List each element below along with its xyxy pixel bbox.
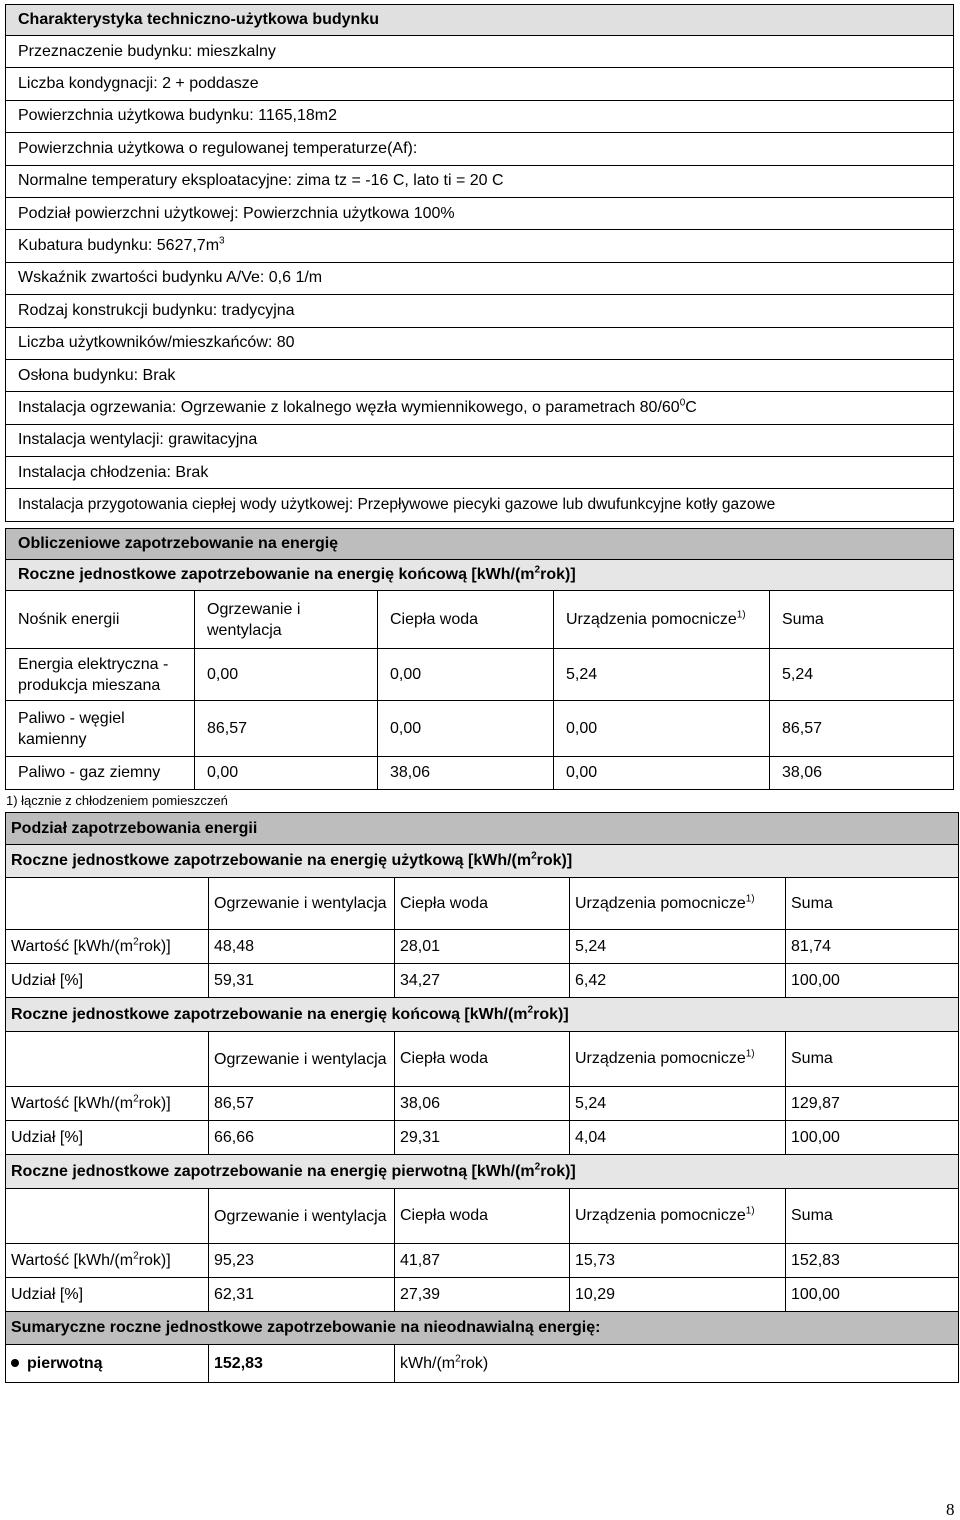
table-cell: 0,00 <box>554 757 770 790</box>
carrier-name: Energia elektryczna - produkcja mieszana <box>6 649 195 701</box>
table-cell: 100,00 <box>786 964 959 998</box>
col-header: Suma <box>770 591 954 649</box>
char-row: Instalacja chłodzenia: Brak <box>6 457 954 489</box>
section-title: Roczne jednostkowe zapotrzebowanie na energię użytkową $[kWh/(m^2rok)]$ <box>6 845 959 878</box>
table-cell <box>6 878 209 930</box>
col-header: Urządzenia pomocnicze$^{1)}$ <box>570 878 786 930</box>
table-cell: 0,00 <box>195 649 378 701</box>
row-label: Wartość $[kWh/(m^2rok)]$ <box>6 930 209 964</box>
col-header: Ogrzewanie i wentylacja <box>209 1189 395 1244</box>
char-row: Powierzchnia użytkowa o regulowanej temperaturze(Af): <box>6 133 954 165</box>
table-cell: 66,66 <box>209 1121 395 1155</box>
table-cell: 27,39 <box>395 1278 570 1312</box>
table-cell: 5,24 <box>554 649 770 701</box>
char-row: Liczba kondygnacji: 2 + poddasze <box>6 68 954 100</box>
section-title: Roczne jednostkowe zapotrzebowanie na energię pierwotną $[kWh/(m^2rok)]$ <box>6 1155 959 1189</box>
summary-label: pierwotną <box>6 1345 209 1383</box>
summary-title: Sumaryczne roczne jednostkowe zapotrzebowanie na nieodnawialną energię: <box>6 1312 959 1345</box>
carrier-name: Paliwo - węgiel kamienny <box>6 701 195 757</box>
char-row: Podział powierzchni użytkowej: Powierzchnia użytkowa 100% <box>6 197 954 229</box>
carrier-name: Paliwo - gaz ziemny <box>6 757 195 790</box>
table-cell: 38,06 <box>378 757 554 790</box>
col-header: Urządzenia pomocnicze$^{1)}$ <box>570 1032 786 1087</box>
char-row: Wskaźnik zwartości budynku A/Ve: 0,6 1/m <box>6 262 954 294</box>
col-header: Suma <box>786 878 959 930</box>
table-cell: 152,83 <box>786 1244 959 1278</box>
col-header: Urządzenia pomocnicze$^{1)}$ <box>554 591 770 649</box>
col-header: Ogrzewanie i wentylacja <box>209 1032 395 1087</box>
col-header: Ciepła woda <box>395 1032 570 1087</box>
table-cell: 15,73 <box>570 1244 786 1278</box>
table-cell: 100,00 <box>786 1278 959 1312</box>
table-cell: 4,04 <box>570 1121 786 1155</box>
col-header: Suma <box>786 1032 959 1087</box>
col-header: Nośnik energii <box>6 591 195 649</box>
calc-final-title: Roczne jednostkowe zapotrzebowanie na energię końcową $[kWh/(m^2rok)]$ <box>6 560 954 591</box>
page-number: 8 <box>946 1500 955 1519</box>
row-label: Wartość $[kWh/(m^2rok)]$ <box>6 1087 209 1121</box>
table-cell: 0,00 <box>554 701 770 757</box>
calc-title: Obliczeniowe zapotrzebowanie na energię <box>6 529 954 560</box>
col-header: Ciepła woda <box>395 1189 570 1244</box>
split-title: Podział zapotrzebowania energii <box>6 813 959 845</box>
table-cell: 129,87 <box>786 1087 959 1121</box>
table-cell: 86,57 <box>195 701 378 757</box>
table-cell: 0,00 <box>195 757 378 790</box>
table-cell: 38,06 <box>395 1087 570 1121</box>
table-cell: 28,01 <box>395 930 570 964</box>
table-cell: 59,31 <box>209 964 395 998</box>
row-label: Udział [%] <box>6 964 209 998</box>
table-cell: 41,87 <box>395 1244 570 1278</box>
char-row: Instalacja ogrzewania: Ogrzewanie z lokalnego węzła wymiennikowego, o parametrach $80/60^0C$ <box>6 392 954 424</box>
row-label: Udział [%] <box>6 1121 209 1155</box>
section-title: Roczne jednostkowe zapotrzebowanie na energię końcową $[kWh/(m^2rok)]$ <box>6 998 959 1032</box>
table-cell: 95,23 <box>209 1244 395 1278</box>
table-cell: 38,06 <box>770 757 954 790</box>
col-header: Urządzenia pomocnicze$^{1)}$ <box>570 1189 786 1244</box>
col-header: Ciepła woda <box>395 878 570 930</box>
table-cell: 0,00 <box>378 701 554 757</box>
table-cell: 5,24 <box>570 930 786 964</box>
summary-value: 152,83 <box>209 1345 395 1383</box>
table-cell: 10,29 <box>570 1278 786 1312</box>
char-row: Osłona budynku: Brak <box>6 359 954 391</box>
characteristics-table <box>5 4 954 522</box>
table-cell: 100,00 <box>786 1121 959 1155</box>
char-row: Kubatura budynku: $5627,7m^3$ <box>6 230 954 262</box>
demand-split-table <box>5 812 959 1383</box>
table-cell: 6,42 <box>570 964 786 998</box>
table-cell: 5,24 <box>770 649 954 701</box>
char-row: Instalacja wentylacji: grawitacyjna <box>6 424 954 456</box>
table-cell: 62,31 <box>209 1278 395 1312</box>
char-row: Rodzaj konstrukcji budynku: tradycyjna <box>6 295 954 327</box>
table-cell: 86,57 <box>770 701 954 757</box>
table-cell: 81,74 <box>786 930 959 964</box>
summary-unit: kWh/$(m^2rok)$ <box>395 1345 959 1383</box>
footnote: 1) łącznie z chłodzeniem pomieszczeń <box>6 793 228 808</box>
final-energy-by-carrier-table <box>5 528 954 790</box>
table-cell: 48,48 <box>209 930 395 964</box>
table-cell: 86,57 <box>209 1087 395 1121</box>
char-row: Normalne temperatury eksploatacyjne: zima tz = -16 C, lato ti = 20 C <box>6 165 954 197</box>
col-header: Ogrzewanie i wentylacja <box>195 591 378 649</box>
char-row: Instalacja przygotowania ciepłej wody użytkowej: Przepływowe piecyki gazowe lub dwufunkcyjne kotły gazowe <box>6 489 954 521</box>
characteristics-title: Charakterystyka techniczno-użytkowa budynku <box>6 5 954 36</box>
row-label: Wartość $[kWh/(m^2rok)]$ <box>6 1244 209 1278</box>
table-cell <box>6 1032 209 1087</box>
table-cell: 0,00 <box>378 649 554 701</box>
table-cell: 29,31 <box>395 1121 570 1155</box>
char-row: Powierzchnia użytkowa budynku: 1165,18m2 <box>6 100 954 132</box>
table-cell <box>6 1189 209 1244</box>
char-row: Liczba użytkowników/mieszkańców: 80 <box>6 327 954 359</box>
col-header: Ogrzewanie i wentylacja <box>209 878 395 930</box>
col-header: Ciepła woda <box>378 591 554 649</box>
table-cell: 34,27 <box>395 964 570 998</box>
bullet-icon <box>11 1359 19 1367</box>
table-cell: 5,24 <box>570 1087 786 1121</box>
col-header: Suma <box>786 1189 959 1244</box>
char-row: Przeznaczenie budynku: mieszkalny <box>6 36 954 68</box>
row-label: Udział [%] <box>6 1278 209 1312</box>
